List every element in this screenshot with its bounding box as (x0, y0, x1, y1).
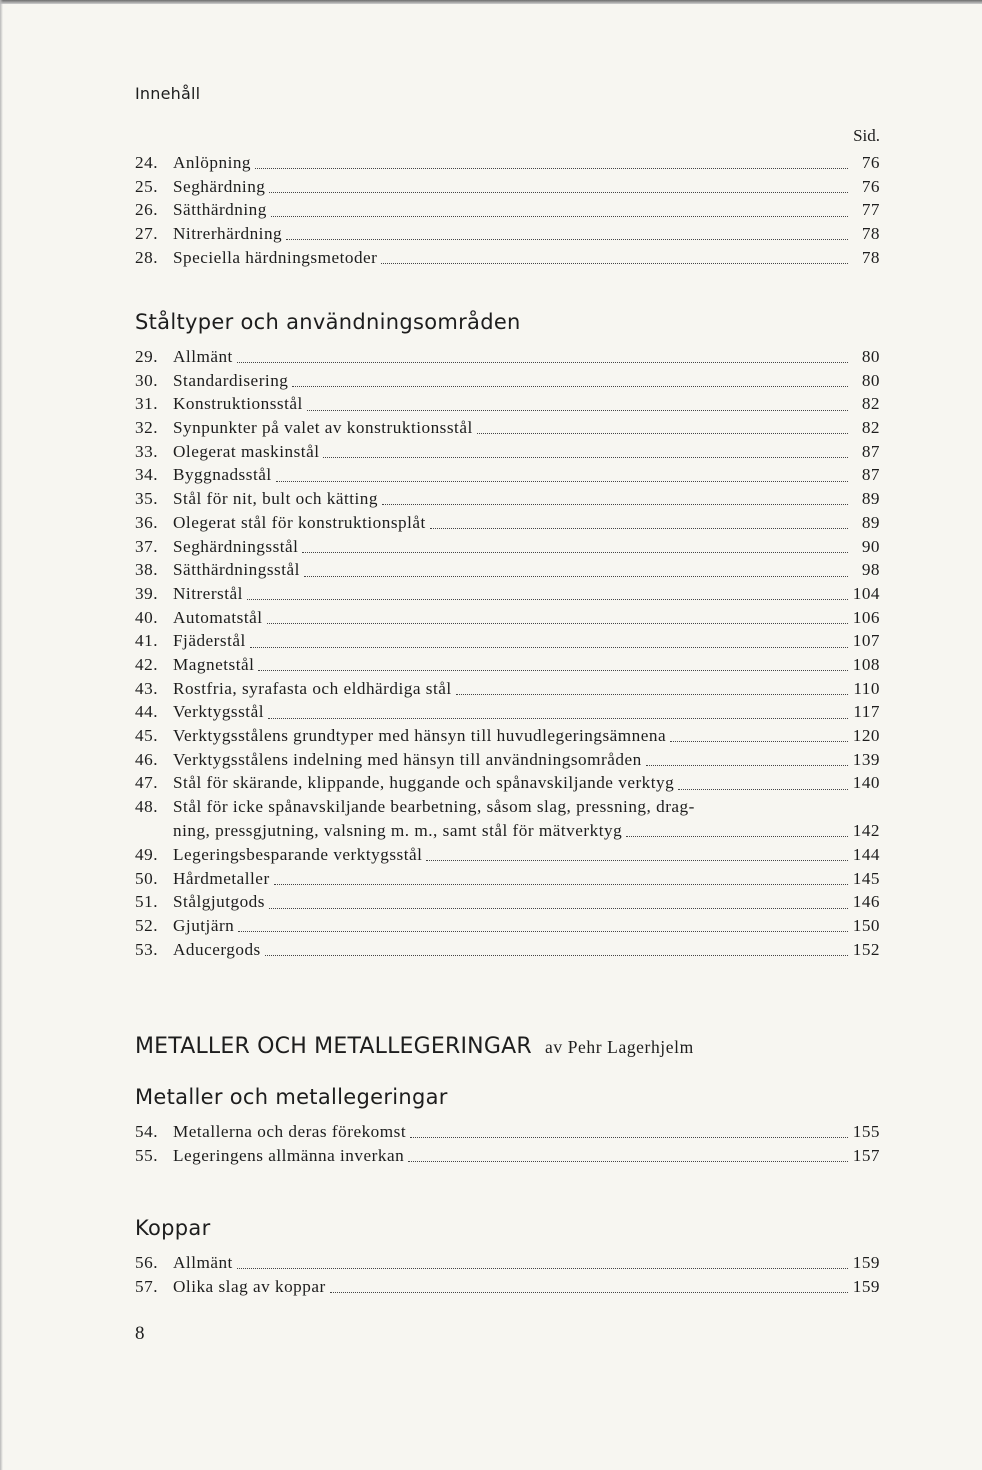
toc-entry[interactable] (135, 487, 880, 511)
toc-block-hardening (135, 151, 880, 269)
dot-leader (408, 1161, 848, 1162)
dot-leader (426, 860, 848, 861)
dot-leader (269, 908, 848, 909)
dot-leader (255, 168, 848, 169)
toc-entry[interactable] (135, 914, 880, 938)
toc-entry[interactable] (135, 345, 880, 369)
toc-entry-number: 55. (135, 1145, 158, 1165)
dot-leader (238, 931, 848, 932)
toc-entry-title: Stål för nit, bult och kätting (173, 489, 378, 509)
toc-entry[interactable] (135, 771, 880, 795)
toc-entry[interactable] (135, 582, 880, 606)
toc-entry-title: Standardisering (173, 370, 289, 390)
toc-entry[interactable] (135, 938, 880, 962)
toc-entry-number: 46. (135, 749, 158, 769)
toc-block-koppar (135, 1251, 880, 1298)
toc-entry-number: 28. (135, 247, 158, 267)
toc-entry-number: 26. (135, 200, 158, 220)
dot-leader (265, 955, 848, 956)
toc-entry[interactable] (135, 246, 880, 270)
toc-entry-page: 106 (852, 607, 880, 627)
toc-entry-number: 40. (135, 607, 158, 627)
toc-entry-page: 78 (861, 247, 880, 267)
toc-entry[interactable] (135, 463, 880, 487)
toc-entry-number: 24. (135, 153, 158, 172)
toc-entry-title: Rostfria, syrafasta och eldhärdiga stål (173, 678, 452, 698)
toc-entry-number: 52. (135, 916, 158, 936)
toc-entry-page: 98 (861, 560, 880, 580)
toc-entry-title: Konstruktionsstål (173, 394, 303, 414)
page-top-edge (0, 0, 982, 4)
toc-entry-title: Verktygsstålens grundtyper med hänsyn till huvudlegeringsämnena (173, 726, 667, 745)
toc-entry[interactable] (135, 1144, 880, 1168)
toc-entry-number: 45. (135, 726, 158, 745)
toc-entry[interactable] (135, 511, 880, 535)
toc-entry-title: Nitrerstål (173, 583, 243, 603)
toc-entry-title: Legeringsbesparande verktygsstål (173, 845, 423, 864)
toc-entry[interactable] (135, 151, 880, 175)
toc-entry-title: Byggnadsstål (173, 465, 272, 485)
toc-entry[interactable] (135, 606, 880, 630)
toc-entry-page: 117 (853, 702, 880, 722)
toc-entry-number: 38. (135, 560, 158, 580)
dot-leader (292, 386, 848, 387)
dot-leader (247, 599, 848, 600)
toc-entry-number: 34. (135, 465, 158, 485)
dot-leader (430, 528, 848, 529)
toc-entry-page: 104 (852, 583, 880, 603)
dot-leader (258, 670, 848, 671)
toc-entry-title: Hårdmetaller (173, 868, 270, 888)
toc-entry-number: 25. (135, 176, 158, 196)
toc-entry-title-line1: Stål för icke spånavskiljande bearbetning, såsom slag, pressning, drag- (173, 797, 695, 816)
toc-entry-title: Gjutjärn (173, 916, 235, 936)
toc-entry-number: 54. (135, 1122, 158, 1141)
toc-entry-number: 42. (135, 654, 158, 674)
toc-entry-page: 159 (852, 1253, 880, 1272)
page-column-label: Sid. (853, 126, 880, 145)
toc-entry[interactable] (135, 392, 880, 416)
toc-entry-title: Legeringens allmänna inverkan (173, 1145, 405, 1165)
toc-entry-number: 29. (135, 347, 158, 366)
dot-leader (382, 504, 848, 505)
toc-entry[interactable] (135, 843, 880, 867)
dot-leader (304, 576, 848, 577)
dot-leader (307, 410, 848, 411)
toc-entry-number: 51. (135, 892, 158, 912)
toc-entry-title: Speciella härdningsmetoder (173, 247, 378, 267)
toc-entry-title: Seghärdningsstål (173, 536, 299, 556)
dot-leader (456, 694, 848, 695)
toc-entry-title: Olegerat stål för konstruktionsplåt (173, 512, 426, 532)
running-head: Innehåll (135, 84, 201, 103)
toc-entry-title: Sätthärdning (173, 200, 267, 220)
dot-leader (267, 623, 848, 624)
page-number: 8 (135, 1323, 145, 1344)
toc-entry-number: 53. (135, 939, 158, 959)
dot-leader (268, 718, 848, 719)
dot-leader (271, 216, 848, 217)
toc-entry-number: 27. (135, 224, 158, 244)
toc-entry[interactable] (135, 677, 880, 701)
toc-entry-number: 41. (135, 631, 158, 651)
toc-entry-number: 50. (135, 868, 158, 888)
toc-entry-page: 146 (852, 892, 880, 912)
toc-entry-title: Seghärdning (173, 176, 266, 196)
toc-entry[interactable] (135, 440, 880, 464)
toc-entry-page: 78 (861, 224, 880, 244)
part-author: av Pehr Lagerhjelm (545, 1037, 694, 1057)
dot-leader (678, 789, 848, 790)
toc-entry[interactable] (135, 890, 880, 914)
toc-entry-number: 31. (135, 394, 158, 414)
section-heading-staltyper: Ståltyper och användningsområden (135, 310, 521, 334)
toc-entry-number: 30. (135, 370, 158, 390)
toc-entry[interactable] (135, 795, 880, 842)
page-left-edge (0, 0, 3, 1470)
toc-block-tail (135, 843, 880, 961)
toc-entry-number: 48. (135, 797, 158, 816)
toc-entry-page: 110 (853, 678, 880, 698)
toc-entry-page: 152 (852, 939, 880, 959)
dot-leader (477, 433, 848, 434)
toc-entry-number: 39. (135, 583, 158, 603)
toc-entry-title: Anlöpning (173, 153, 252, 172)
dot-leader (237, 362, 848, 363)
toc-entry-number: 56. (135, 1253, 158, 1272)
toc-entry-number: 57. (135, 1276, 158, 1296)
toc-entry-page: 120 (852, 726, 880, 745)
toc-entry-title: Verktygsstålens indelning med hänsyn till användningsområden (173, 749, 642, 769)
toc-entry-title-line2: ning, pressgjutning, valsning m. m., samt stål för mätverktyg (173, 820, 623, 840)
toc-entry-page: 140 (852, 773, 880, 793)
toc-entry-page: 89 (861, 489, 880, 509)
toc-entry[interactable] (135, 653, 880, 677)
toc-entry-page: 87 (861, 465, 880, 485)
toc-entry-page: 76 (861, 153, 880, 172)
toc-entry[interactable] (135, 535, 880, 559)
toc-entry-page: 77 (861, 200, 880, 220)
toc-entry[interactable] (135, 558, 880, 582)
dot-leader (330, 1292, 848, 1293)
section-heading-metaller: Metaller och metallegeringar (135, 1085, 448, 1109)
toc-entry-page: 82 (861, 418, 880, 438)
toc-entry[interactable] (135, 629, 880, 653)
toc-entry-page: 80 (861, 347, 880, 366)
dot-leader (381, 263, 848, 264)
toc-entry-title: Olegerat maskinstål (173, 441, 320, 461)
toc-entry[interactable] (135, 1120, 880, 1144)
dot-leader (670, 741, 848, 742)
toc-entry-number: 33. (135, 441, 158, 461)
dot-leader (626, 836, 848, 837)
toc-entry-page: 89 (861, 512, 880, 532)
dot-leader (646, 765, 848, 766)
toc-entry[interactable] (135, 369, 880, 393)
toc-entry-page: 80 (861, 370, 880, 390)
dot-leader (302, 552, 848, 553)
toc-entry-title: Magnetstål (173, 654, 255, 674)
toc-entry-number: 36. (135, 512, 158, 532)
toc-entry-number: 49. (135, 845, 158, 864)
toc-entry[interactable] (135, 724, 880, 748)
toc-entry-page: 139 (852, 749, 880, 769)
toc-block-metaller (135, 1120, 880, 1167)
toc-entry-page: 157 (852, 1145, 880, 1165)
dot-leader (274, 884, 848, 885)
toc-entry-page: 90 (861, 536, 880, 556)
dot-leader (323, 457, 848, 458)
toc-entry-title: Allmänt (173, 347, 233, 366)
dot-leader (250, 647, 848, 648)
toc-entry-page: 142 (852, 820, 880, 840)
toc-entry[interactable] (135, 416, 880, 440)
dot-leader (276, 481, 848, 482)
toc-entry-title: Allmänt (173, 1253, 233, 1272)
part-title: METALLER OCH METALLEGERINGAR (135, 1034, 532, 1059)
toc-entry-page: 82 (861, 394, 880, 414)
toc-entry-number: 44. (135, 702, 158, 722)
toc-entry-page: 144 (852, 845, 880, 864)
toc-entry-title: Verktygsstål (173, 702, 264, 722)
dot-leader (269, 192, 848, 193)
toc-entry[interactable] (135, 867, 880, 891)
toc-entry-title: Sätthärdningsstål (173, 560, 300, 580)
toc-entry-page: 107 (852, 631, 880, 651)
toc-entry-title: Metallerna och deras förekomst (173, 1122, 407, 1141)
toc-entry-page: 76 (861, 176, 880, 196)
toc-entry-title: Automatstål (173, 607, 263, 627)
toc-block-item48 (135, 795, 880, 842)
toc-entry-number: 47. (135, 773, 158, 793)
toc-entry-page: 87 (861, 441, 880, 461)
toc-entry-title: Nitrerhärdning (173, 224, 283, 244)
toc-entry-number: 35. (135, 489, 158, 509)
toc-entry-number: 43. (135, 678, 158, 698)
dot-leader (237, 1268, 848, 1269)
toc-entry-title: Stålgjutgods (173, 892, 265, 912)
toc-entry[interactable] (135, 748, 880, 772)
toc-entry[interactable] (135, 198, 880, 222)
toc-entry-page: 145 (852, 868, 880, 888)
toc-entry-number: 37. (135, 536, 158, 556)
toc-entry[interactable] (135, 1275, 880, 1299)
dot-leader (286, 239, 848, 240)
toc-entry[interactable] (135, 700, 880, 724)
toc-entry-page: 150 (852, 916, 880, 936)
toc-entry-title: Olika slag av koppar (173, 1276, 326, 1296)
toc-entry-number: 32. (135, 418, 158, 438)
toc-entry[interactable] (135, 222, 880, 246)
toc-entry-page: 159 (852, 1276, 880, 1296)
toc-entry[interactable] (135, 175, 880, 199)
toc-entry-page: 155 (852, 1122, 880, 1141)
toc-entry-title: Stål för skärande, klippande, huggande och spånavskiljande verktyg (173, 773, 675, 793)
toc-entry-page: 108 (852, 654, 880, 674)
toc-entry-title: Synpunkter på valet av konstruktionsstål (173, 418, 473, 438)
part-heading (135, 1034, 694, 1059)
toc-entry-title: Fjäderstål (173, 631, 246, 651)
toc-entry[interactable] (135, 1251, 880, 1275)
dot-leader (410, 1137, 848, 1138)
toc-entry-title: Aducergods (173, 939, 261, 959)
toc-block-staltyper (135, 345, 880, 795)
section-heading-koppar: Koppar (135, 1216, 211, 1240)
